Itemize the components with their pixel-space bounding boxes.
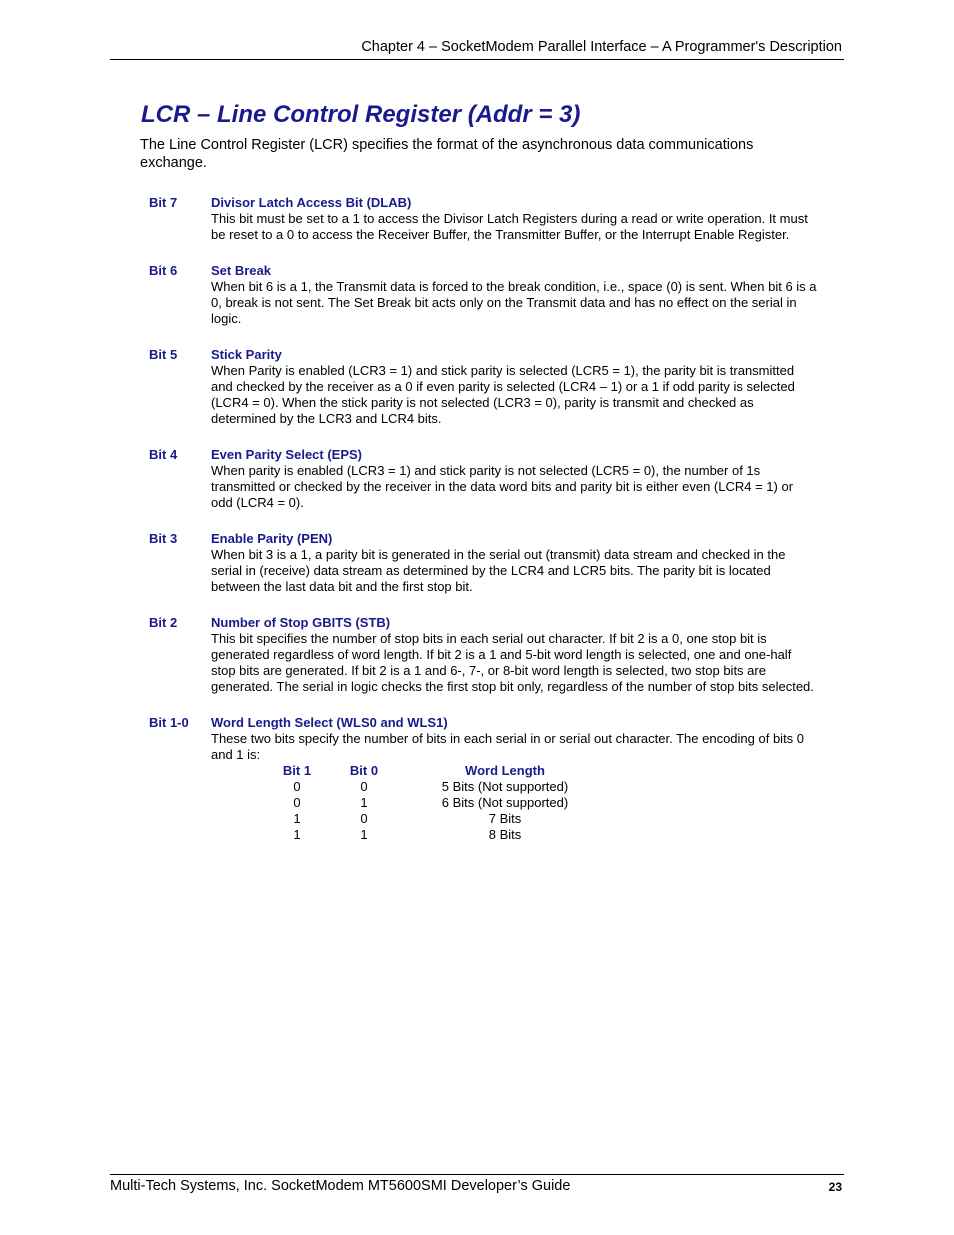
bit-descriptions bbox=[149, 195, 819, 863]
table-header-row bbox=[281, 763, 580, 779]
bit-title: Even Parity Select (EPS) bbox=[211, 447, 363, 462]
cell-word-length: 8 Bits bbox=[488, 827, 522, 842]
bit-description: This bit specifies the number of stop bits in each serial out character. If bit 2 is a 0, one stop bit is generated regardless of word length. If bit 2 is a 1 and 5-bit word length is selected, one and one-half stop bits are generated. If bit 2 is a 1 and 6-, 7-, or 8-bit word length is selected, two stop bits are generated. The serial in logic checks the first stop bit only, regardless of the number of stop bits selected. bbox=[211, 631, 814, 694]
cell-bit1: 1 bbox=[293, 811, 301, 826]
bit-1-0-section bbox=[149, 715, 819, 843]
bit-label: Bit 5 bbox=[149, 347, 178, 362]
table-row bbox=[281, 827, 580, 843]
cell-bit0: 1 bbox=[360, 795, 368, 810]
bit-7-section bbox=[149, 195, 819, 243]
table-row bbox=[281, 795, 580, 811]
footer-text: Multi-Tech Systems, Inc. SocketModem MT5600SMI Developer’s Guide bbox=[110, 1178, 571, 1194]
bit-label: Bit 1-0 bbox=[149, 715, 189, 730]
bit-description: This bit must be set to a 1 to access the Divisor Latch Registers during a read or write operation. It must be reset to a 0 to access the Receiver Buffer, the Transmitter Buffer, or the Interrupt Enable Register. bbox=[211, 211, 808, 242]
bit-label: Bit 7 bbox=[149, 195, 178, 210]
cell-bit0: 0 bbox=[360, 811, 368, 826]
bit-title: Enable Parity (PEN) bbox=[211, 531, 333, 546]
bit-5-section bbox=[149, 347, 819, 427]
bit-description: When bit 6 is a 1, the Transmit data is forced to the break condition, i.e., space (0) is sent. When bit 6 is a 0, break is not sent. The Set Break bit acts only on the Transmit data and has no effect on the serial in logic. bbox=[211, 279, 817, 326]
bit-label: Bit 2 bbox=[149, 615, 178, 630]
bit-4-section bbox=[149, 447, 819, 511]
bit-title: Number of Stop GBITS (STB) bbox=[211, 615, 391, 630]
table-row bbox=[281, 811, 580, 827]
page-title: LCR – Line Control Register (Addr = 3) bbox=[141, 101, 581, 128]
cell-word-length: 7 Bits bbox=[488, 811, 522, 826]
header-rule bbox=[110, 59, 844, 60]
header-bit0: Bit 0 bbox=[349, 763, 379, 778]
running-header: Chapter 4 – SocketModem Parallel Interface – A Programmer's Description bbox=[361, 39, 842, 55]
cell-bit1: 1 bbox=[293, 827, 301, 842]
header-bit1: Bit 1 bbox=[282, 763, 312, 778]
bit-label: Bit 6 bbox=[149, 263, 178, 278]
bit-title: Word Length Select (WLS0 and WLS1) bbox=[211, 715, 448, 730]
bit-title: Stick Parity bbox=[211, 347, 282, 362]
table-row bbox=[281, 779, 580, 795]
cell-bit0: 0 bbox=[360, 779, 368, 794]
cell-word-length: 6 Bits (Not supported) bbox=[441, 795, 569, 810]
bit-title: Divisor Latch Access Bit (DLAB) bbox=[211, 195, 412, 210]
bit-6-section bbox=[149, 263, 819, 327]
cell-bit0: 1 bbox=[360, 827, 368, 842]
cell-bit1: 0 bbox=[293, 795, 301, 810]
bit-label: Bit 4 bbox=[149, 447, 178, 462]
bit-label: Bit 3 bbox=[149, 531, 178, 546]
bit-2-section bbox=[149, 615, 819, 695]
word-length-table bbox=[281, 763, 580, 843]
bit-description: When bit 3 is a 1, a parity bit is generated in the serial out (transmit) data stream and checked in the serial in (receive) data stream as determined by the LCR4 and LCR5 bits. The parity bit is located between the last data bit and the first stop bit. bbox=[211, 547, 786, 594]
header-word-length: Word Length bbox=[465, 763, 545, 778]
cell-word-length: 5 Bits (Not supported) bbox=[441, 779, 569, 794]
bit-description: When Parity is enabled (LCR3 = 1) and stick parity is selected (LCR5 = 1), the parity bit is transmitted and checked by the receiver as a 0 if even parity is selected (LCR4 – 1) or a 1 if odd parity is selected (LCR4 = 0). When the stick parity is not selected (LCR3 = 0), parity is transmit and checked as determined by the LCR3 and LCR4 bits. bbox=[211, 363, 795, 426]
footer-rule bbox=[110, 1174, 844, 1175]
bit-3-section bbox=[149, 531, 819, 595]
intro-paragraph: The Line Control Register (LCR) specifies the format of the asynchronous data communications exchange. bbox=[140, 137, 754, 171]
cell-bit1: 0 bbox=[293, 779, 301, 794]
bit-title: Set Break bbox=[211, 263, 271, 278]
page-number: 23 bbox=[828, 1180, 842, 1194]
bit-description: When parity is enabled (LCR3 = 1) and stick parity is not selected (LCR5 = 0), the number of 1s transmitted or checked by the receiver in the data word bits and parity bit is either even (LCR4 = 1) or odd (LCR4 = 0). bbox=[211, 463, 794, 510]
bit-description: These two bits specify the number of bits in each serial in or serial out character. The encoding of bits 0 and 1 is: bbox=[211, 731, 805, 762]
